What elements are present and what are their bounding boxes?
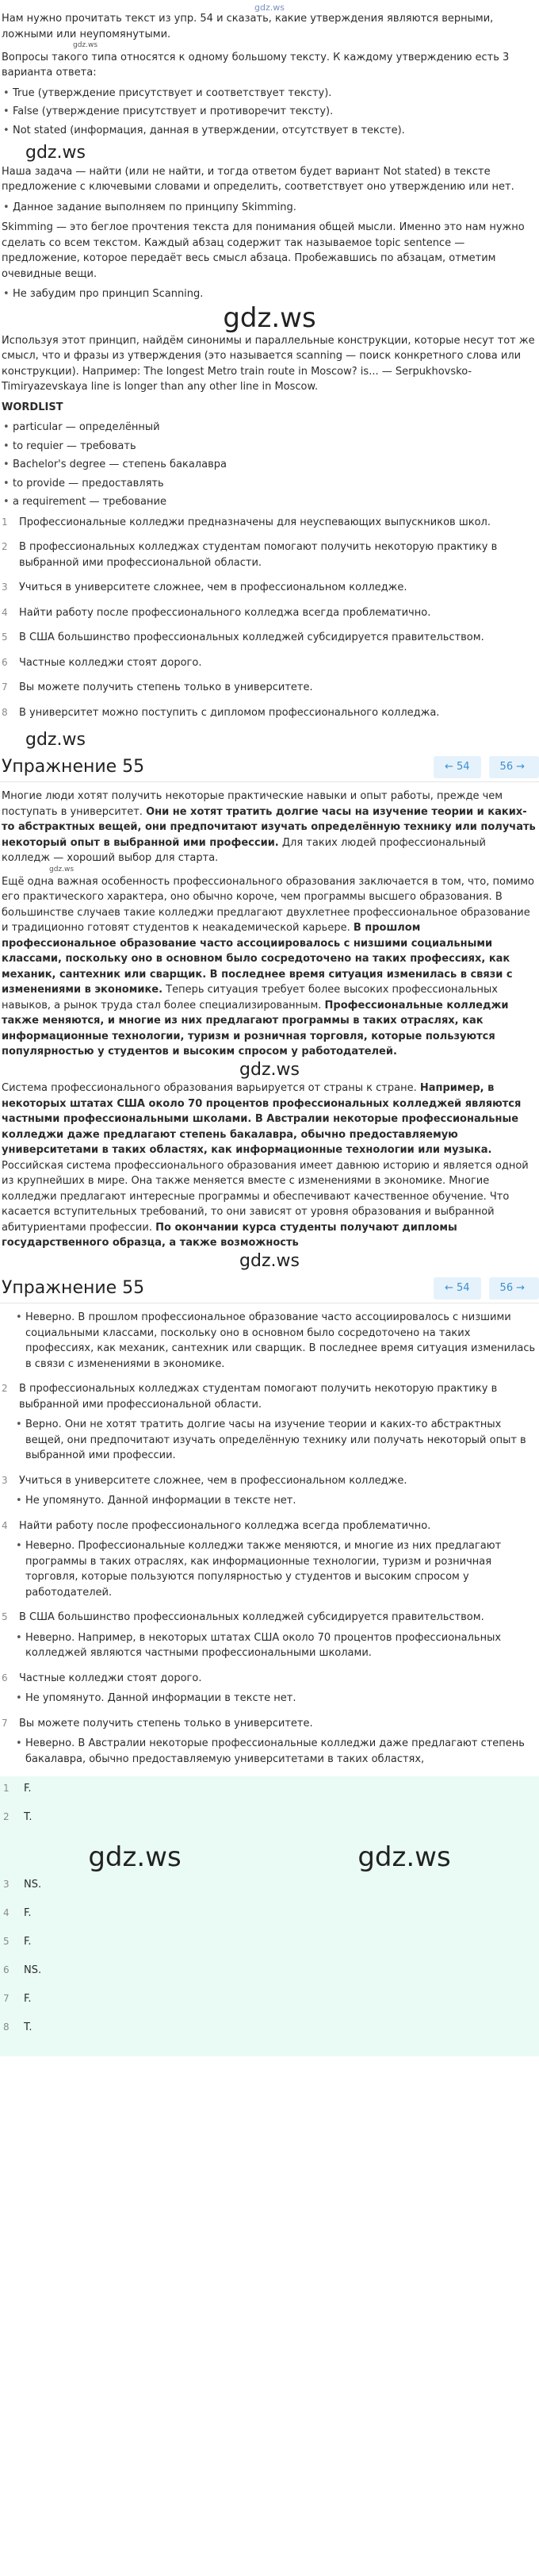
skimming-bullet: • Данное задание выполняем по принципу Skimming. [2, 200, 537, 216]
answer-explanation: • Верно. Они не хотят тратить долгие часы на изучение теории и каких-то абстрактных вещей, они предпочитают изучать определённую технику или получать некоторый опыт в выбранной ими профессии. [2, 1417, 537, 1464]
intro-p5: Используя этот принцип, найдём синонимы и параллельные конструкции, которые несут тот же смысл, что и фразы из утверждения (это называется scanning — поиск конкретного слова или конструкции). Например: The longest Metro train route in Moscow? is... — Serpukhovsko-Timiryazevskaya line is longer than any other line in Moscow. [2, 334, 535, 394]
next-exercise-label: 56 [499, 761, 514, 774]
tf-value: F. [24, 1783, 32, 1795]
option-not-stated: • Not stated (информация, данная в утверждении, отсутствует в тексте). [2, 123, 537, 139]
statement-item [2, 539, 537, 570]
tf-number: 4 [3, 1906, 10, 1918]
answer-options [2, 86, 537, 139]
answer-item [2, 1716, 537, 1768]
wordlist-item: • Bachelor's degree — степень бакалавра [2, 457, 537, 473]
prev-exercise-button[interactable] [434, 756, 480, 778]
answer-statement: Учиться в университете сложнее, чем в профессиональном колледже. [19, 1474, 407, 1487]
intro-section [0, 11, 539, 395]
translation-paragraph [2, 1081, 537, 1158]
statement-number: 2 [2, 541, 8, 553]
translation-key-text: Профессиональные колледжи также меняются, и многие из них предлагают программы в таких отраслях, как информационные технологии, туризм и розничная торговля, которые пользуются популярностью у студентов и высоким спросом у работодателей. [2, 999, 509, 1058]
watermark: gdz.ws [73, 41, 98, 49]
option-true: • True (утверждение присутствует и соответствует тексту). [2, 86, 537, 102]
watermark: gdz.ws [357, 1841, 451, 1874]
scanning-list [2, 286, 537, 302]
translation-text: Российская система профессионального образования имеет давнюю историю и является одной из крупнейших в мире. Она также меняется вместе с изменениями в экономике. Многие колледжи предлагают интересные программы и обеспечивают качественное обучение. Что касается вступительных требований, то они зависят от уровня образования и выбранной абитуриентами профессии. [2, 1159, 529, 1234]
prev-exercise-label: 54 [457, 761, 470, 774]
intro-p1: Нам нужно прочитать текст из упр. 54 и сказать, какие утверждения являются верными, ложными или неупомянутыми. [2, 13, 494, 40]
tf-value: T. [24, 1811, 32, 1824]
next-exercise-button[interactable] [489, 1277, 539, 1300]
statement-number: 8 [2, 706, 8, 718]
tf-item [0, 2020, 539, 2048]
skimming-list [2, 200, 537, 216]
answers-section [0, 1303, 539, 1767]
tf-value: F. [24, 1935, 32, 1948]
answer-number: 4 [2, 1519, 8, 1531]
tf-value: NS. [24, 1878, 42, 1891]
statement-text: Профессиональные колледжи предназначены для неуспевающих выпускников школ. [19, 516, 491, 528]
next-exercise-button[interactable] [489, 756, 539, 778]
prev-exercise-label: 54 [457, 1281, 470, 1294]
answer-item [2, 1671, 537, 1706]
statement-text: В университет можно поступить с дипломом профессионального колледжа. [19, 706, 440, 719]
tf-value: F. [24, 1992, 32, 2005]
scanning-bullet: • Не забудим про принцип Scanning. [2, 286, 537, 302]
translation-paragraph [2, 789, 537, 866]
option-false: • False (утверждение присутствует и противоречит тексту). [2, 104, 537, 120]
translation-paragraph [2, 1158, 537, 1251]
answer-explanation: • Не упомянуто. Данной информации в тексте нет. [2, 1691, 537, 1706]
arrow-right-icon: → [516, 761, 525, 774]
tf-number: 1 [3, 1783, 10, 1795]
tf-number: 3 [3, 1878, 10, 1890]
answer-statement: Частные колледжи стоят дорого. [19, 1672, 202, 1684]
answer-item [2, 1381, 537, 1464]
tf-number: 8 [3, 2021, 10, 2033]
answer-item [2, 1610, 537, 1661]
statement-item [2, 680, 537, 696]
statement-number: 4 [2, 606, 8, 618]
watermark: gdz.ws [88, 1841, 182, 1874]
watermark: gdz.ws [239, 1250, 300, 1271]
statement-item [2, 655, 537, 671]
tf-number: 6 [3, 1964, 10, 1975]
statement-text: В профессиональных колледжах студентам помогают получить некоторую практику в выбранной ими профессиональной области. [19, 541, 498, 569]
translation-key-text: В прошлом профессиональное образование часто ассоциировалось с низшими социальными классами, поскольку оно в основном было сосредоточено на таких профессиях, как механик, сантехник или сварщик. В последнее время ситуация изменилась в связи с изменениями в экономике. [2, 922, 513, 996]
answer-number: 6 [2, 1672, 8, 1683]
next-exercise-label: 56 [499, 1281, 514, 1294]
answer-item [2, 1310, 537, 1372]
watermark: gdz.ws [223, 301, 316, 334]
answer-number: 3 [2, 1474, 8, 1486]
exercise-header [0, 1273, 539, 1303]
statements-list [2, 515, 537, 721]
tf-number: 7 [3, 1992, 10, 2004]
answer-item [2, 1518, 537, 1601]
translation-text: Система профессионального образования варьируется от страны к стране. [2, 1082, 420, 1095]
statements-section [0, 515, 539, 751]
answer-explanation: • Неверно. В Австралии некоторые профессиональные колледжи даже предлагают степень бакалавра, обычно предоставляемую университетами в таких областях, [2, 1736, 537, 1767]
tf-number: 2 [3, 1811, 10, 1823]
watermark: gdz.ws [25, 143, 86, 163]
answer-number: 5 [2, 1611, 8, 1623]
translation-text: Для таких людей профессиональный колледж — хороший выбор для старта. [2, 836, 486, 865]
translation-text: Многие люди хотят получить некоторые практические навыки и опыт работы, прежде чем поступать в университет. [2, 790, 503, 818]
answer-number: 7 [2, 1717, 8, 1729]
answer-explanation: • Неверно. В прошлом профессиональное образование часто ассоциировалось с низшими социальными классами, поскольку оно в основном было сосредоточено на таких профессиях, как механик, сантехник или сварщик. В последнее время ситуация изменилась в связи с изменениями в экономике. [2, 1310, 537, 1372]
wordlist [2, 420, 537, 510]
intro-p3: Наша задача — найти (или не найти, и тогда ответом будет вариант Not stated) в тексте предложение с ключевыми словами и определить, соответствует оно утверждению или нет. [2, 165, 514, 194]
statement-item [2, 630, 537, 646]
tf-item [0, 1781, 539, 1810]
wordlist-item: • to requier — требовать [2, 439, 537, 455]
statement-text: Учиться в университете сложнее, чем в профессиональном колледже. [19, 582, 407, 594]
statement-item [2, 515, 537, 531]
statement-text: Найти работу после профессионального колледжа всегда проблематично. [19, 606, 431, 619]
tf-item [0, 1877, 539, 1906]
wordlist-section [0, 400, 539, 510]
translation-text: Теперь ситуация требует более высоких профессиональных навыков, а рынок труда стал более специализированным. [2, 984, 498, 1012]
statement-number: 6 [2, 656, 8, 668]
statement-number: 3 [2, 582, 8, 593]
answer-statement: Найти работу после профессионального колледжа всегда проблематично. [19, 1519, 431, 1532]
pager [434, 1277, 539, 1300]
statement-number: 1 [2, 516, 8, 528]
statement-item [2, 580, 537, 596]
exercise-title: Упражнение 55 [2, 757, 145, 777]
translation-text: Ещё одна важная особенность профессионального образования заключается в том, что, помимо его практического характера, оно обычно короче, чем программы высшего образования. В большинстве случаев такие колледжи предлагают двухлетнее профессиональное образование и традиционно готовят студентов к неакадемической карьере. [2, 875, 534, 935]
answer-explanation: • Неверно. Профессиональные колледжи также меняются, и многие из них предлагают программы в таких отраслях, как информационные технологии, туризм и розничная торговля, которые пользуются популярностью у студентов и высоким спросом у работодателей. [2, 1538, 537, 1600]
statement-item [2, 605, 537, 621]
tf-number: 5 [3, 1935, 10, 1947]
watermark: gdz.ws [49, 865, 75, 873]
statement-text: В США большинство профессиональных колледжей субсидируется правительством. [19, 632, 484, 644]
intro-p4: Skimming — это беглое прочтения текста для понимания общей мысли. Именно это нам нужно сделать со всем текстом. Каждый абзац содержит так называемое topic sentence — предложение, которое передаёт весь смысл абзаца. Пробежавшись по абзацам, отметим очевидные вещи. [2, 221, 525, 280]
tf-value: NS. [24, 1964, 42, 1976]
arrow-left-icon: ← [445, 761, 453, 774]
answer-explanation: • Не упомянуто. Данной информации в тексте нет. [2, 1493, 537, 1509]
statement-text: Вы можете получить степень только в университете. [19, 681, 313, 694]
exercise-header [0, 752, 539, 782]
translation-key-text: По окончании курса студенты получают дипломы государственного образца, а также возможность [2, 1221, 457, 1250]
translation-paragraph [2, 874, 537, 1060]
answer-explanation: • Неверно. Например, в некоторых штатах США около 70 процентов профессиональных колледжей являются частными профессиональными школами. [2, 1630, 537, 1661]
statement-number: 7 [2, 681, 8, 693]
watermark: gdz.ws [239, 1059, 300, 1080]
tf-item [0, 1810, 539, 1838]
answer-statement: Вы можете получить степень только в университете. [19, 1717, 313, 1729]
arrow-left-icon: ← [445, 1281, 453, 1294]
wordlist-item: • a requirement — требование [2, 494, 537, 510]
answer-statement: В США большинство профессиональных колледжей субсидируется правительством. [19, 1611, 484, 1624]
watermark: gdz.ws [25, 730, 86, 751]
top-watermark: gdz.ws [254, 2, 285, 13]
pager [434, 756, 539, 778]
answer-number: 2 [2, 1383, 8, 1395]
tf-item [0, 1934, 539, 1963]
answers-list [2, 1310, 537, 1767]
wordlist-item: • to provide — предоставлять [2, 476, 537, 492]
statement-item [2, 705, 537, 721]
wordlist-title: WORDLIST [2, 401, 63, 413]
prev-exercise-button[interactable] [434, 1277, 480, 1300]
true-false-answers [0, 1776, 539, 2056]
translation-section [0, 782, 539, 1272]
arrow-right-icon: → [516, 1281, 525, 1294]
intro-p2: Вопросы такого типа относятся к одному большому тексту. К каждому утверждению есть 3 варианта ответа: [2, 51, 510, 79]
tf-value: F. [24, 1906, 32, 1919]
statement-text: Частные колледжи стоят дорого. [19, 656, 202, 669]
wordlist-item: • particular — определённый [2, 420, 537, 436]
tf-item [0, 1906, 539, 1934]
answer-item [2, 1473, 537, 1509]
translation-key-text: Они не хотят тратить долгие часы на изучение теории и каких-то абстрактных вещей, они предпочитают изучать определённую технику или получать некоторый опыт в выбранной ими профессии. [2, 805, 536, 849]
watermark-row [0, 1838, 539, 1877]
tf-item [0, 1963, 539, 1991]
statement-number: 5 [2, 632, 8, 643]
answer-statement: В профессиональных колледжах студентам помогают получить некоторую практику в выбранной ими профессиональной области. [19, 1383, 498, 1411]
exercise-title: Упражнение 55 [2, 1278, 145, 1299]
tf-item [0, 1991, 539, 2020]
tf-value: T. [24, 2021, 32, 2033]
translation-key-text: Например, в некоторых штатах США около 70 процентов профессиональных колледжей являются частными профессиональными школами. В Австралии некоторые профессиональные колледжи даже предлагают степень бакалавра, обычно предоставляемую университетами в таких областях, как информационные технологии или музыка. [2, 1082, 522, 1157]
